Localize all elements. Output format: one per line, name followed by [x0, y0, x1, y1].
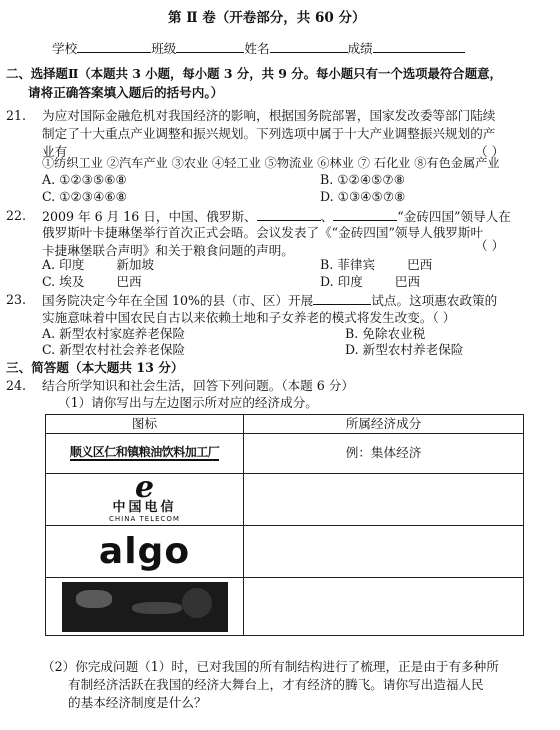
q24-sub2-line2: 有制经济活跃在我国的经济大舞台上，才有经济的腾飞。请你写出造福人民	[68, 677, 484, 692]
china-telecom-logo	[109, 470, 180, 524]
q21-option-c[interactable]: C. ①②③④⑥⑧	[42, 189, 127, 204]
telecom-cn-name: 中国电信	[112, 500, 177, 516]
q21-option-d[interactable]: D. ①③④⑤⑦⑧	[320, 189, 406, 204]
q22-stem-line2: 俄罗斯叶卡捷琳堡举行首次正式会晤。会议发表了《“金砖四国”领导人俄罗斯叶	[42, 225, 484, 240]
name-label: 姓名	[244, 41, 270, 56]
score-field[interactable]	[373, 42, 465, 53]
table-row-4-answer-field[interactable]	[244, 578, 524, 636]
q24-number: 24.	[6, 378, 27, 393]
q24-sub2-line1: （2）你完成问题（1）时，已对我国的所有制结构进行了梳理，正是由于有多种所	[42, 659, 499, 674]
q22-blank-2[interactable]	[333, 210, 397, 221]
dark-photo-image	[62, 582, 228, 632]
q24-sub2-line3: 的基本经济制度是什么？	[68, 695, 207, 710]
q22-stem-line3: 卡捷琳堡联合声明》和关于粮食问题的声明。	[42, 243, 294, 258]
q22-stem-part1: 2009 年 6 月 16 日，中国、俄罗斯、	[42, 209, 257, 224]
class-field[interactable]	[176, 42, 244, 53]
q22-stem-part2: 、	[320, 209, 334, 224]
q22-option-d[interactable]: D. 印度 巴西	[320, 274, 421, 289]
school-field[interactable]	[77, 42, 151, 53]
q22-blank-1[interactable]	[257, 210, 321, 221]
table-header-economic-type: 所属经济成分	[244, 415, 524, 434]
section2-heading-line2: 请将正确答案填入题后的括号内。）	[28, 85, 224, 100]
table-row-3-icon	[46, 526, 244, 578]
q21-option-a[interactable]: A. ①②③⑤⑥⑧	[42, 172, 127, 187]
q23-option-c[interactable]: C. 新型农村社会养老保险	[42, 342, 186, 357]
table-row-1-icon	[46, 434, 244, 474]
q23-option-b[interactable]: B. 免除农业税	[345, 326, 426, 341]
table-row-2-answer-field[interactable]	[244, 474, 524, 526]
table-row-3-answer-field[interactable]	[244, 526, 524, 578]
q23-stem-part2: 试点。这项惠农政策的	[371, 293, 498, 308]
q21-stem-line1: 为应对国际金融危机对我国经济的影响，根据国务院部署，国家发改委等部门陆续	[42, 108, 496, 123]
factory-sign: 顺义区仁和镇粮油饮料加工厂	[69, 445, 220, 459]
q24-sub1: （1）请你写出与左边图示所对应的经济成分。	[58, 395, 318, 410]
algo-logo: algo	[98, 530, 191, 572]
school-label: 学校	[52, 41, 78, 56]
q23-stem-line2: 实施意味着中国农民自古以来依赖土地和子女养老的模式将发生改变。（ ）	[42, 310, 456, 325]
q24-intro: 结合所学知识和社会生活，回答下列问题。（本题 6 分）	[42, 378, 354, 393]
score-label: 成绩	[347, 41, 373, 56]
section3-heading: 三、简答题（本大题共 13 分）	[6, 360, 184, 375]
q21-number: 21.	[6, 108, 27, 123]
q22-stem-part3: “金砖四国”领导人在	[397, 209, 511, 224]
telecom-en-name: CHINA TELECOM	[109, 515, 180, 524]
q23-stem-part1: 国务院决定今年在全国 10%的县（市、区）开展	[42, 293, 314, 308]
q22-option-a[interactable]: A. 印度 新加坡	[42, 257, 155, 272]
table-row-2-icon	[46, 470, 244, 526]
name-field[interactable]	[270, 42, 348, 53]
q22-stem-line1	[42, 210, 511, 224]
q21-stem-line3: 业有	[42, 144, 68, 159]
page-title: 第 Ⅱ 卷（开卷部分，共 60 分）	[168, 10, 366, 26]
table-row-1-answer: 例：集体经济	[244, 434, 524, 474]
q22-option-c[interactable]: C. 埃及 巴西	[42, 274, 142, 289]
q22-answer-paren[interactable]: （ ）	[475, 238, 505, 253]
q23-option-d[interactable]: D. 新型农村养老保险	[345, 342, 464, 357]
table-header-icon: 图标	[46, 415, 244, 434]
class-label: 班级	[151, 41, 177, 56]
q24-table	[45, 414, 524, 636]
q21-items: ①纺织工业 ②汽车产业 ③农业 ④轻工业 ⑤物流业 ⑥林业 ⑦ 石化业 ⑧有色金属产业	[42, 156, 500, 170]
q23-stem-line1	[42, 294, 497, 308]
q23-option-a[interactable]: A. 新型农村家庭养老保险	[42, 326, 186, 341]
q22-option-b[interactable]: B. 菲律宾 巴西	[320, 257, 433, 272]
telecom-e-mark-icon: ℯ	[134, 470, 155, 506]
q23-blank[interactable]	[313, 294, 371, 305]
student-info-row	[52, 42, 465, 56]
q21-stem-line2: 制定了十大重点产业调整和振兴规划。下列选项中属于十大产业调整振兴规划的产	[42, 126, 496, 141]
table-row-4-icon	[46, 578, 244, 636]
q22-number: 22.	[6, 208, 27, 223]
section2-heading-line1: 二、选择题Ⅱ（本题共 3 小题，每小题 3 分，共 9 分。每小题只有一个选项最符合题意，	[6, 66, 502, 81]
q23-number: 23.	[6, 292, 27, 307]
q21-answer-paren[interactable]: （ ）	[475, 144, 505, 159]
q21-option-b[interactable]: B. ①②④⑤⑦⑧	[320, 172, 406, 187]
